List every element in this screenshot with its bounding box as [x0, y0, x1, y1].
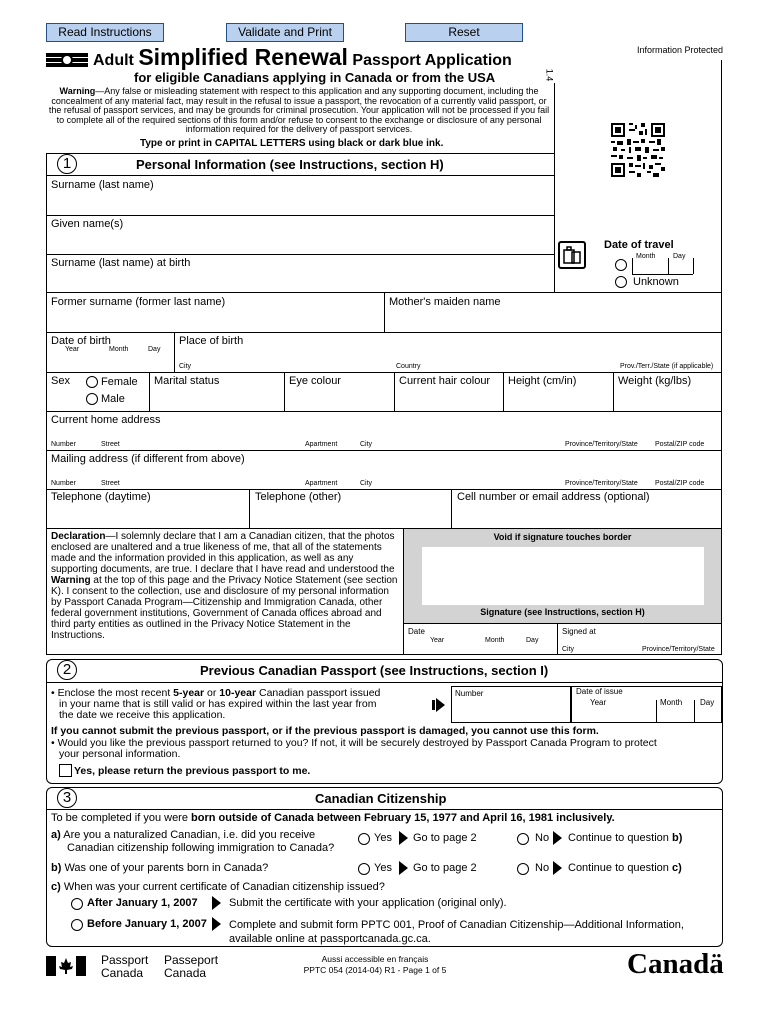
before-2007-radio[interactable] [71, 919, 83, 931]
sex-female-radio[interactable] [86, 376, 98, 388]
qr-code-icon [611, 123, 665, 177]
section3-intro: To be completed if you were born outside of Canada between February 15, 1977 and April 16, 1981 inclusively. [51, 812, 615, 824]
sex-male-radio[interactable] [86, 393, 98, 405]
signature-box[interactable] [422, 547, 704, 605]
warning-text: Warning—Any false or misleading statement with respect to this application and any supporting document, including the concealment of any material fact, may result in the refusal to issue a passport, the revocation of a currently valid passport, or the refusal of passport services, and may be grounds for criminal prosecution. Your application will not be processed if you fail to complete all of the required sections of this form and/or refuse to consent to the exchange or disclosure of any personal information required for the delivery of passport services. [48, 86, 550, 134]
canada-flag-icon [46, 956, 86, 976]
void-notice: Void if signature touches border [493, 532, 632, 542]
section2-number: 2 [57, 660, 77, 680]
place-of-birth-field[interactable]: Place of birth [179, 335, 244, 347]
telephone-daytime-field[interactable]: Telephone (daytime) [51, 491, 151, 503]
question-c: c) When was your current certificate of Canadian citizenship issued? [51, 881, 385, 893]
section3-title: Canadian Citizenship [315, 791, 447, 806]
arrow-right-icon [212, 917, 221, 931]
version-mark: 1.4 [544, 68, 555, 82]
form-subtitle: for eligible Canadians applying in Canada or from the USA [134, 70, 496, 85]
arrow-right-icon [553, 831, 562, 845]
signed-at-field[interactable]: Signed at [562, 627, 596, 636]
footer-form-info: Aussi accessible en français PPTC 054 (2014-04) R1 - Page 1 of 5 [303, 954, 447, 975]
declaration-date-field[interactable]: Date [408, 627, 425, 636]
form-title: Adult Simplified Renewal Passport Application [93, 44, 512, 70]
luggage-icon [558, 241, 586, 269]
date-of-travel-label: Date of travel [604, 239, 674, 251]
travel-unknown-label: Unknown [633, 276, 679, 288]
damaged-passport-notice: If you cannot submit the previous passport, or if the previous passport is damaged, you cannot use this form. [51, 725, 599, 737]
question-a-yes-radio[interactable] [358, 833, 370, 845]
return-passport-checkbox[interactable] [59, 764, 72, 777]
return-passport-label: Yes, please return the previous passport to me. [74, 765, 311, 777]
eye-colour-field[interactable]: Eye colour [289, 375, 341, 387]
mailing-address-field[interactable]: Mailing address (if different from above) [51, 453, 245, 465]
mothers-maiden-name-field[interactable]: Mother's maiden name [389, 296, 501, 308]
question-b-no-radio[interactable] [517, 863, 529, 875]
passeport-canada-fr: Passeport Canada [164, 953, 219, 980]
home-address-field[interactable]: Current home address [51, 414, 161, 426]
question-b-yes-radio[interactable] [358, 863, 370, 875]
arrow-right-icon [436, 698, 445, 712]
arrow-right-icon [399, 861, 408, 875]
canada-wordmark: Canadä [627, 948, 724, 980]
travel-date-radio[interactable] [615, 259, 627, 271]
information-protected: Information Protected [637, 45, 724, 55]
travel-unknown-radio[interactable] [615, 276, 627, 288]
surname-at-birth-field[interactable]: Surname (last name) at birth [51, 257, 191, 269]
given-names-field[interactable]: Given name(s) [51, 218, 124, 230]
sex-label: Sex [51, 375, 70, 387]
question-a-no-radio[interactable] [517, 833, 529, 845]
weight-field[interactable]: Weight (kg/lbs) [618, 375, 692, 387]
section3-number: 3 [57, 788, 77, 808]
section2-title: Previous Canadian Passport (see Instructions, section I) [200, 663, 549, 678]
arrow-right-icon [553, 861, 562, 875]
arrow-right-icon [212, 896, 221, 910]
question-b: b) Was one of your parents born in Canada? [51, 862, 269, 874]
former-surname-field[interactable]: Former surname (former last name) [51, 296, 226, 308]
arrow-right-icon [399, 831, 408, 845]
section2-enclose-text: • Enclose the most recent 5-year or 10-year Canadian passport issued in your name that is still valid or has expired within the last year from the date we receive this application. [51, 687, 381, 721]
read-instructions-button[interactable]: Read Instructions [46, 23, 164, 42]
reset-button[interactable]: Reset [405, 23, 523, 42]
section1-number: 1 [57, 154, 77, 174]
signature-label: Signature (see Instructions, section H) [480, 607, 645, 617]
marital-status-field[interactable]: Marital status [154, 375, 220, 387]
after-2007-radio[interactable] [71, 898, 83, 910]
passport-logo-icon [46, 53, 88, 69]
telephone-other-field[interactable]: Telephone (other) [255, 491, 342, 503]
surname-field[interactable]: Surname (last name) [51, 179, 154, 191]
date-of-birth-field[interactable]: Date of birth [51, 335, 111, 347]
validate-print-button[interactable]: Validate and Print [226, 23, 344, 42]
section1-title: Personal Information (see Instructions, section H) [136, 157, 444, 172]
declaration-text: Declaration—I solemnly declare that I am a Canadian citizen, that the photos enclosed are unaltered and a true likeness of me, that all of the statements made and the information provided in this application, as well as any supporting documents, are true. I declare that I have read and understood the Warning at the top of this page and the Privacy Notice Statement (see section K). I consent to the collection, use and disclosure of my personal information by Passport Canada Program—Citizenship and Immigration Canada, other federal government institutions, Government of Canada offices abroad and third party entities as outlined in the Privacy Notice Statement in the Instructions. [51, 531, 398, 641]
cell-email-field[interactable]: Cell number or email address (optional) [457, 491, 650, 503]
return-question: • Would you like the previous passport returned to you? If not, it will be securely destroyed by Passport Canada Program to protect your personal information. [51, 737, 657, 760]
hair-colour-field[interactable]: Current hair colour [399, 375, 491, 387]
height-field[interactable]: Height (cm/in) [508, 375, 577, 387]
passport-canada-en: Passport Canada [101, 953, 149, 980]
type-instruction: Type or print in CAPITAL LETTERS using black or dark blue ink. [140, 138, 444, 149]
question-a: a) Are you a naturalized Canadian, i.e. did you receive Canadian citizenship following immigration to Canada? [51, 829, 335, 854]
